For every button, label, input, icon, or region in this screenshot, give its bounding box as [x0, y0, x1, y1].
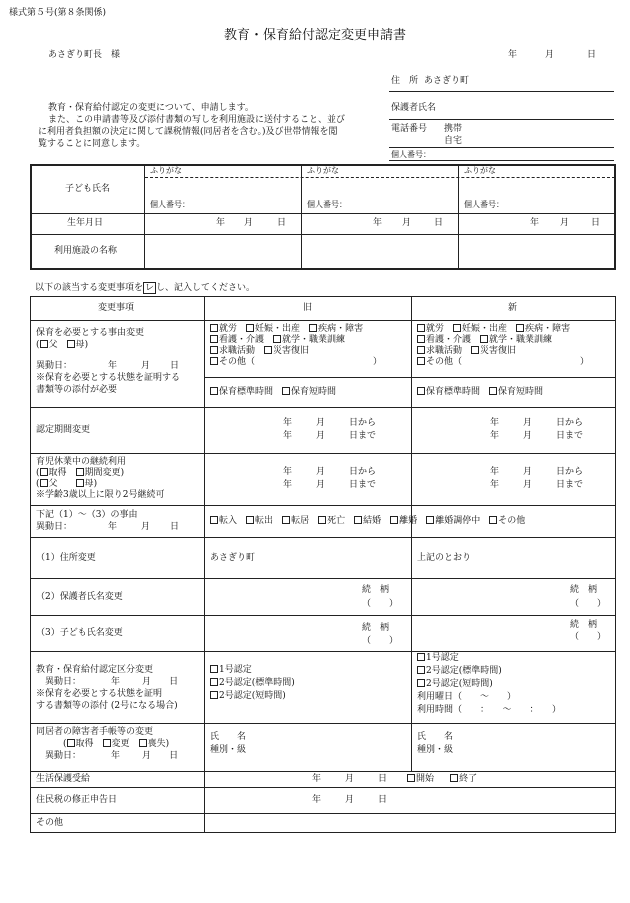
old-study-checkbox[interactable]: [273, 335, 281, 343]
new-child-relation: 続 柄: [570, 620, 598, 630]
child-info-table: [30, 164, 616, 270]
moving-out-checkbox[interactable]: [246, 516, 254, 524]
period-change-checkbox[interactable]: [76, 468, 84, 476]
new-work-checkbox[interactable]: [417, 324, 425, 332]
new-job-checkbox[interactable]: [417, 346, 425, 354]
old-child-paren[interactable]: （ ）: [362, 636, 399, 646]
old-disaster-checkbox[interactable]: [264, 346, 272, 354]
events-label: 下記（1）～（3）の事由 異動日： 年 月 日: [36, 510, 180, 532]
old-cert1-checkbox[interactable]: [210, 665, 218, 673]
events-options: 転入 転出 転居 死亡 結婚 離婚 離婚調停中 その他: [210, 516, 525, 527]
col-new: 新: [508, 303, 518, 313]
use-time-field[interactable]: 利用時間（ ： ～ ： ）: [417, 705, 562, 715]
old-period: 年 月 日から 年 月 日まで: [283, 418, 377, 441]
cc-father-checkbox[interactable]: [40, 479, 48, 487]
welfare-start-checkbox[interactable]: [407, 774, 415, 782]
birth-month-3: 月: [560, 218, 570, 228]
intro-line-2: また、この申請書等及び添付書類の写しを利用施設に送付すること、並び: [48, 115, 346, 125]
marriage-checkbox[interactable]: [354, 516, 362, 524]
old-category-options: 1号認定 2号認定(標準時間) 2号認定(短時間): [210, 664, 295, 703]
old-std-time-checkbox[interactable]: [210, 387, 218, 395]
old-time-options: 保育標準時間 保育短時間: [210, 387, 336, 398]
old-preg-checkbox[interactable]: [246, 324, 254, 332]
date-day-label: 日: [587, 50, 597, 60]
old-short-time-checkbox[interactable]: [282, 387, 290, 395]
relocation-checkbox[interactable]: [282, 516, 290, 524]
intro-line-1: 教育・保育給付認定の変更について、申請します。: [48, 103, 254, 113]
new-child-paren[interactable]: （ ）: [570, 632, 607, 642]
new-std-time-checkbox[interactable]: [417, 387, 425, 395]
old-reason-options: 就労 妊娠・出産 疾病・障害 看護・介護 就学・職業訓練 求職活動 災害復旧 その他（ ）: [210, 324, 382, 368]
new-cert1-checkbox[interactable]: [417, 653, 425, 661]
old-work-checkbox[interactable]: [210, 324, 218, 332]
guardian-name-change-label: （2）保護者氏名変更: [36, 592, 123, 602]
birth-day-1: 日: [277, 218, 287, 228]
instruction: 以下の該当する変更事項を レ し、記入してください。: [35, 283, 256, 293]
phone-home-label[interactable]: 自宅: [444, 136, 463, 146]
intro-line-4: 覧することに同意します。: [38, 139, 146, 149]
new-period: 年 月 日から 年 月 日まで: [490, 418, 584, 441]
period-change-label: 認定期間変更: [36, 425, 91, 435]
new-short-time-checkbox[interactable]: [489, 387, 497, 395]
tax-date: 年 月 日: [312, 795, 388, 805]
old-address[interactable]: あさぎり町: [210, 553, 256, 563]
reason-change-label: 保育を必要とする事由変更: [36, 328, 145, 338]
new-guardian-relation: 続 柄: [570, 585, 598, 595]
new-address[interactable]: 上記のとおり: [417, 553, 472, 563]
reason-parent: ( 父 母): [36, 340, 89, 350]
form-number: 様式第５号(第８条関係): [9, 8, 107, 18]
acquire-checkbox[interactable]: [40, 468, 48, 476]
old-guardian-paren[interactable]: （ ）: [362, 599, 399, 609]
birth-date-label: 生年月日: [67, 218, 104, 228]
birth-day-3: 日: [591, 218, 601, 228]
old-cert2-short-checkbox[interactable]: [210, 691, 218, 699]
old-ill-checkbox[interactable]: [309, 324, 317, 332]
intro-line-3: に利用者負担額の決定に関して課税情報(同居者を含む。)及び世帯情報を閲: [38, 127, 338, 137]
welfare-date: 年 月 日 開始 終了: [312, 774, 478, 784]
furigana-2: ふりがな: [307, 166, 339, 175]
old-other-checkbox[interactable]: [210, 357, 218, 365]
other-event-checkbox[interactable]: [489, 516, 497, 524]
new-guardian-paren[interactable]: （ ）: [570, 599, 607, 609]
furigana-3: ふりがな: [464, 166, 496, 175]
child-personal-no-3[interactable]: 個人番号：: [464, 200, 504, 209]
disability-change-label: 同居者の障害者手帳等の変更 ( 取得 変更 喪失) 異動日： 年 月 日: [36, 727, 179, 761]
new-time-options: 保育標準時間 保育短時間: [417, 387, 543, 398]
welfare-label: 生活保護受給: [36, 774, 91, 784]
father-checkbox[interactable]: [40, 340, 48, 348]
guardian-name-label: 保護者氏名: [391, 103, 437, 113]
category-change-label: 教育・保育給付認定区分変更 異動日： 年 月 日 ※保育を必要とする状態を証明 する書類等の添付 (2号になる場合): [36, 665, 179, 711]
address-value[interactable]: あさぎり町: [424, 76, 470, 86]
child-name-change-label: （3）子ども氏名変更: [36, 628, 123, 638]
new-preg-checkbox[interactable]: [453, 324, 461, 332]
welfare-end-checkbox[interactable]: [450, 774, 458, 782]
divorce-mediation-checkbox[interactable]: [426, 516, 434, 524]
address-label: 住 所: [391, 76, 419, 86]
new-category-options: 1号認定 2号認定(標準時間) 2号認定(短時間) 利用曜日（ ～ ） 利用時間（ ： ～ ： ）: [417, 653, 562, 715]
new-childcare-period: 年 月 日から 年 月 日まで: [490, 467, 584, 490]
use-day-field[interactable]: 利用曜日（ ～ ）: [417, 692, 517, 702]
dis-acquire-checkbox[interactable]: [67, 739, 75, 747]
old-job-checkbox[interactable]: [210, 346, 218, 354]
birth-year-1: 年: [216, 218, 226, 228]
new-disability: 氏 名 種別・級: [417, 732, 454, 755]
new-cert2-short-checkbox[interactable]: [417, 679, 425, 687]
old-childcare-period: 年 月 日から 年 月 日まで: [283, 467, 377, 490]
reason-note-2: 書類等の添付が必要: [36, 385, 118, 395]
new-disaster-checkbox[interactable]: [471, 346, 479, 354]
birth-month-2: 月: [402, 218, 412, 228]
dis-lost-checkbox[interactable]: [139, 739, 147, 747]
reason-date: 異動日： 年 月 日: [36, 361, 180, 371]
dis-change-checkbox[interactable]: [103, 739, 111, 747]
reason-note-1: ※保育を必要とする状態を証明する: [36, 373, 181, 383]
new-study-checkbox[interactable]: [480, 335, 488, 343]
moving-in-checkbox[interactable]: [210, 516, 218, 524]
child-name-label: 子ども氏名: [65, 184, 111, 194]
old-child-relation: 続 柄: [362, 623, 390, 633]
tax-correction-label: 住民税の修正申告日: [36, 795, 118, 805]
old-disability: 氏 名 種別・級: [210, 732, 247, 755]
childcare-leave-label: 育児休業中の継続利用 ( 取得 期間変更) ( 父 母) ※学齢3歳以上に限り2号継続可: [36, 457, 165, 500]
new-ill-checkbox[interactable]: [516, 324, 524, 332]
personal-no-label[interactable]: 個人番号：: [391, 150, 431, 159]
phone-mobile-label[interactable]: 携帯: [444, 124, 463, 134]
new-other-checkbox[interactable]: [417, 357, 425, 365]
addressee: あさぎり町長 様: [48, 50, 121, 60]
col-change-item: 変更事項: [98, 303, 135, 313]
child-personal-no-2[interactable]: 個人番号：: [307, 200, 347, 209]
old-cert2-std-checkbox[interactable]: [210, 678, 218, 686]
birth-month-1: 月: [244, 218, 254, 228]
date-year-label: 年: [508, 50, 518, 60]
old-care-checkbox[interactable]: [210, 335, 218, 343]
col-old: 旧: [303, 303, 313, 313]
furigana-1: ふりがな: [150, 166, 182, 175]
new-care-checkbox[interactable]: [417, 335, 425, 343]
new-cert2-std-checkbox[interactable]: [417, 666, 425, 674]
birth-day-2: 日: [434, 218, 444, 228]
divorce-checkbox[interactable]: [390, 516, 398, 524]
date-month-label: 月: [545, 50, 555, 60]
page-title: 教育・保育給付認定変更申請書: [223, 28, 406, 43]
birth-year-3: 年: [530, 218, 540, 228]
child-personal-no-1[interactable]: 個人番号：: [150, 200, 190, 209]
mother-checkbox[interactable]: [67, 340, 75, 348]
new-reason-options: 就労 妊娠・出産 疾病・障害 看護・介護 就学・職業訓練 求職活動 災害復旧 その他（ ）: [417, 324, 589, 368]
check-mark-example: レ: [145, 283, 155, 293]
other-label: その他: [36, 818, 64, 828]
old-guardian-relation: 続 柄: [362, 585, 390, 595]
cc-mother-checkbox[interactable]: [76, 479, 84, 487]
facility-name-label: 利用施設の名称: [54, 246, 118, 256]
birth-year-2: 年: [373, 218, 383, 228]
phone-label: 電話番号: [391, 124, 428, 134]
address-change-label: （1）住所変更: [36, 553, 96, 563]
death-checkbox[interactable]: [318, 516, 326, 524]
